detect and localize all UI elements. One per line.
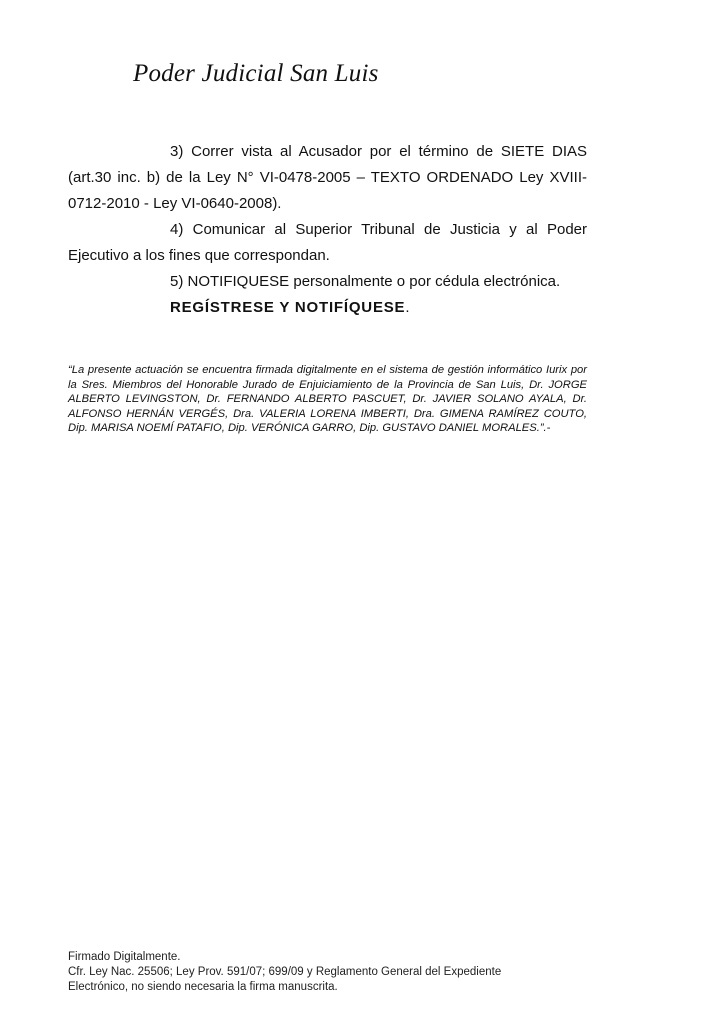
- footer-line-1: Firmado Digitalmente.: [68, 951, 181, 963]
- paragraph-5: 5) NOTIFIQUESE personalmente o por cédula electrónica.: [170, 273, 561, 290]
- resolution-body: [68, 139, 587, 321]
- closing-text: REGÍSTRESE Y NOTIFÍQUESE: [170, 299, 406, 316]
- footer: [68, 950, 628, 995]
- closing-punctuation: .: [405, 299, 411, 316]
- digital-signature-note: “La presente actuación se encuentra firmada digitalmente en el sistema de gestión informático Iurix por la Sres. Miembros del Honorable Jurado de Enjuiciamiento de la Provincia de San Luis, Dr. JORGE ALBERTO LEVINGSTON, Dr. FERNANDO ALBERTO PASCUET, Dr. JAVIER SOLANO AYALA, Dr. ALFONSO HERNÁN VERGÉS, Dra. VALERIA LORENA IMBERTI, Dra. GIMENA RAMÍREZ COUTO, Dip. MARISA NOEMÍ PATAFIO, Dip. VERÓNICA GARRO, Dip. GUSTAVO DANIEL MORALES.”.-: [68, 364, 587, 435]
- footer-line-2: Cfr. Ley Nac. 25506; Ley Prov. 591/07; 699/09 y Reglamento General del Expediente: [68, 966, 502, 978]
- paragraph-3: 3) Correr vista al Acusador por el término de SIETE DIAS (art.30 inc. b) de la Ley N° VI-0478-2005 – TEXTO ORDENADO Ley XVIII-0712-2010 - Ley VI-0640-2008).: [68, 143, 587, 212]
- page-header-title: Poder Judicial San Luis: [133, 60, 379, 87]
- closing-line: [68, 295, 587, 321]
- footer-line-3: Electrónico, no siendo necesaria la firma manuscrita.: [68, 981, 338, 993]
- paragraph-4: 4) Comunicar al Superior Tribunal de Justicia y al Poder Ejecutivo a los fines que correspondan.: [68, 221, 587, 264]
